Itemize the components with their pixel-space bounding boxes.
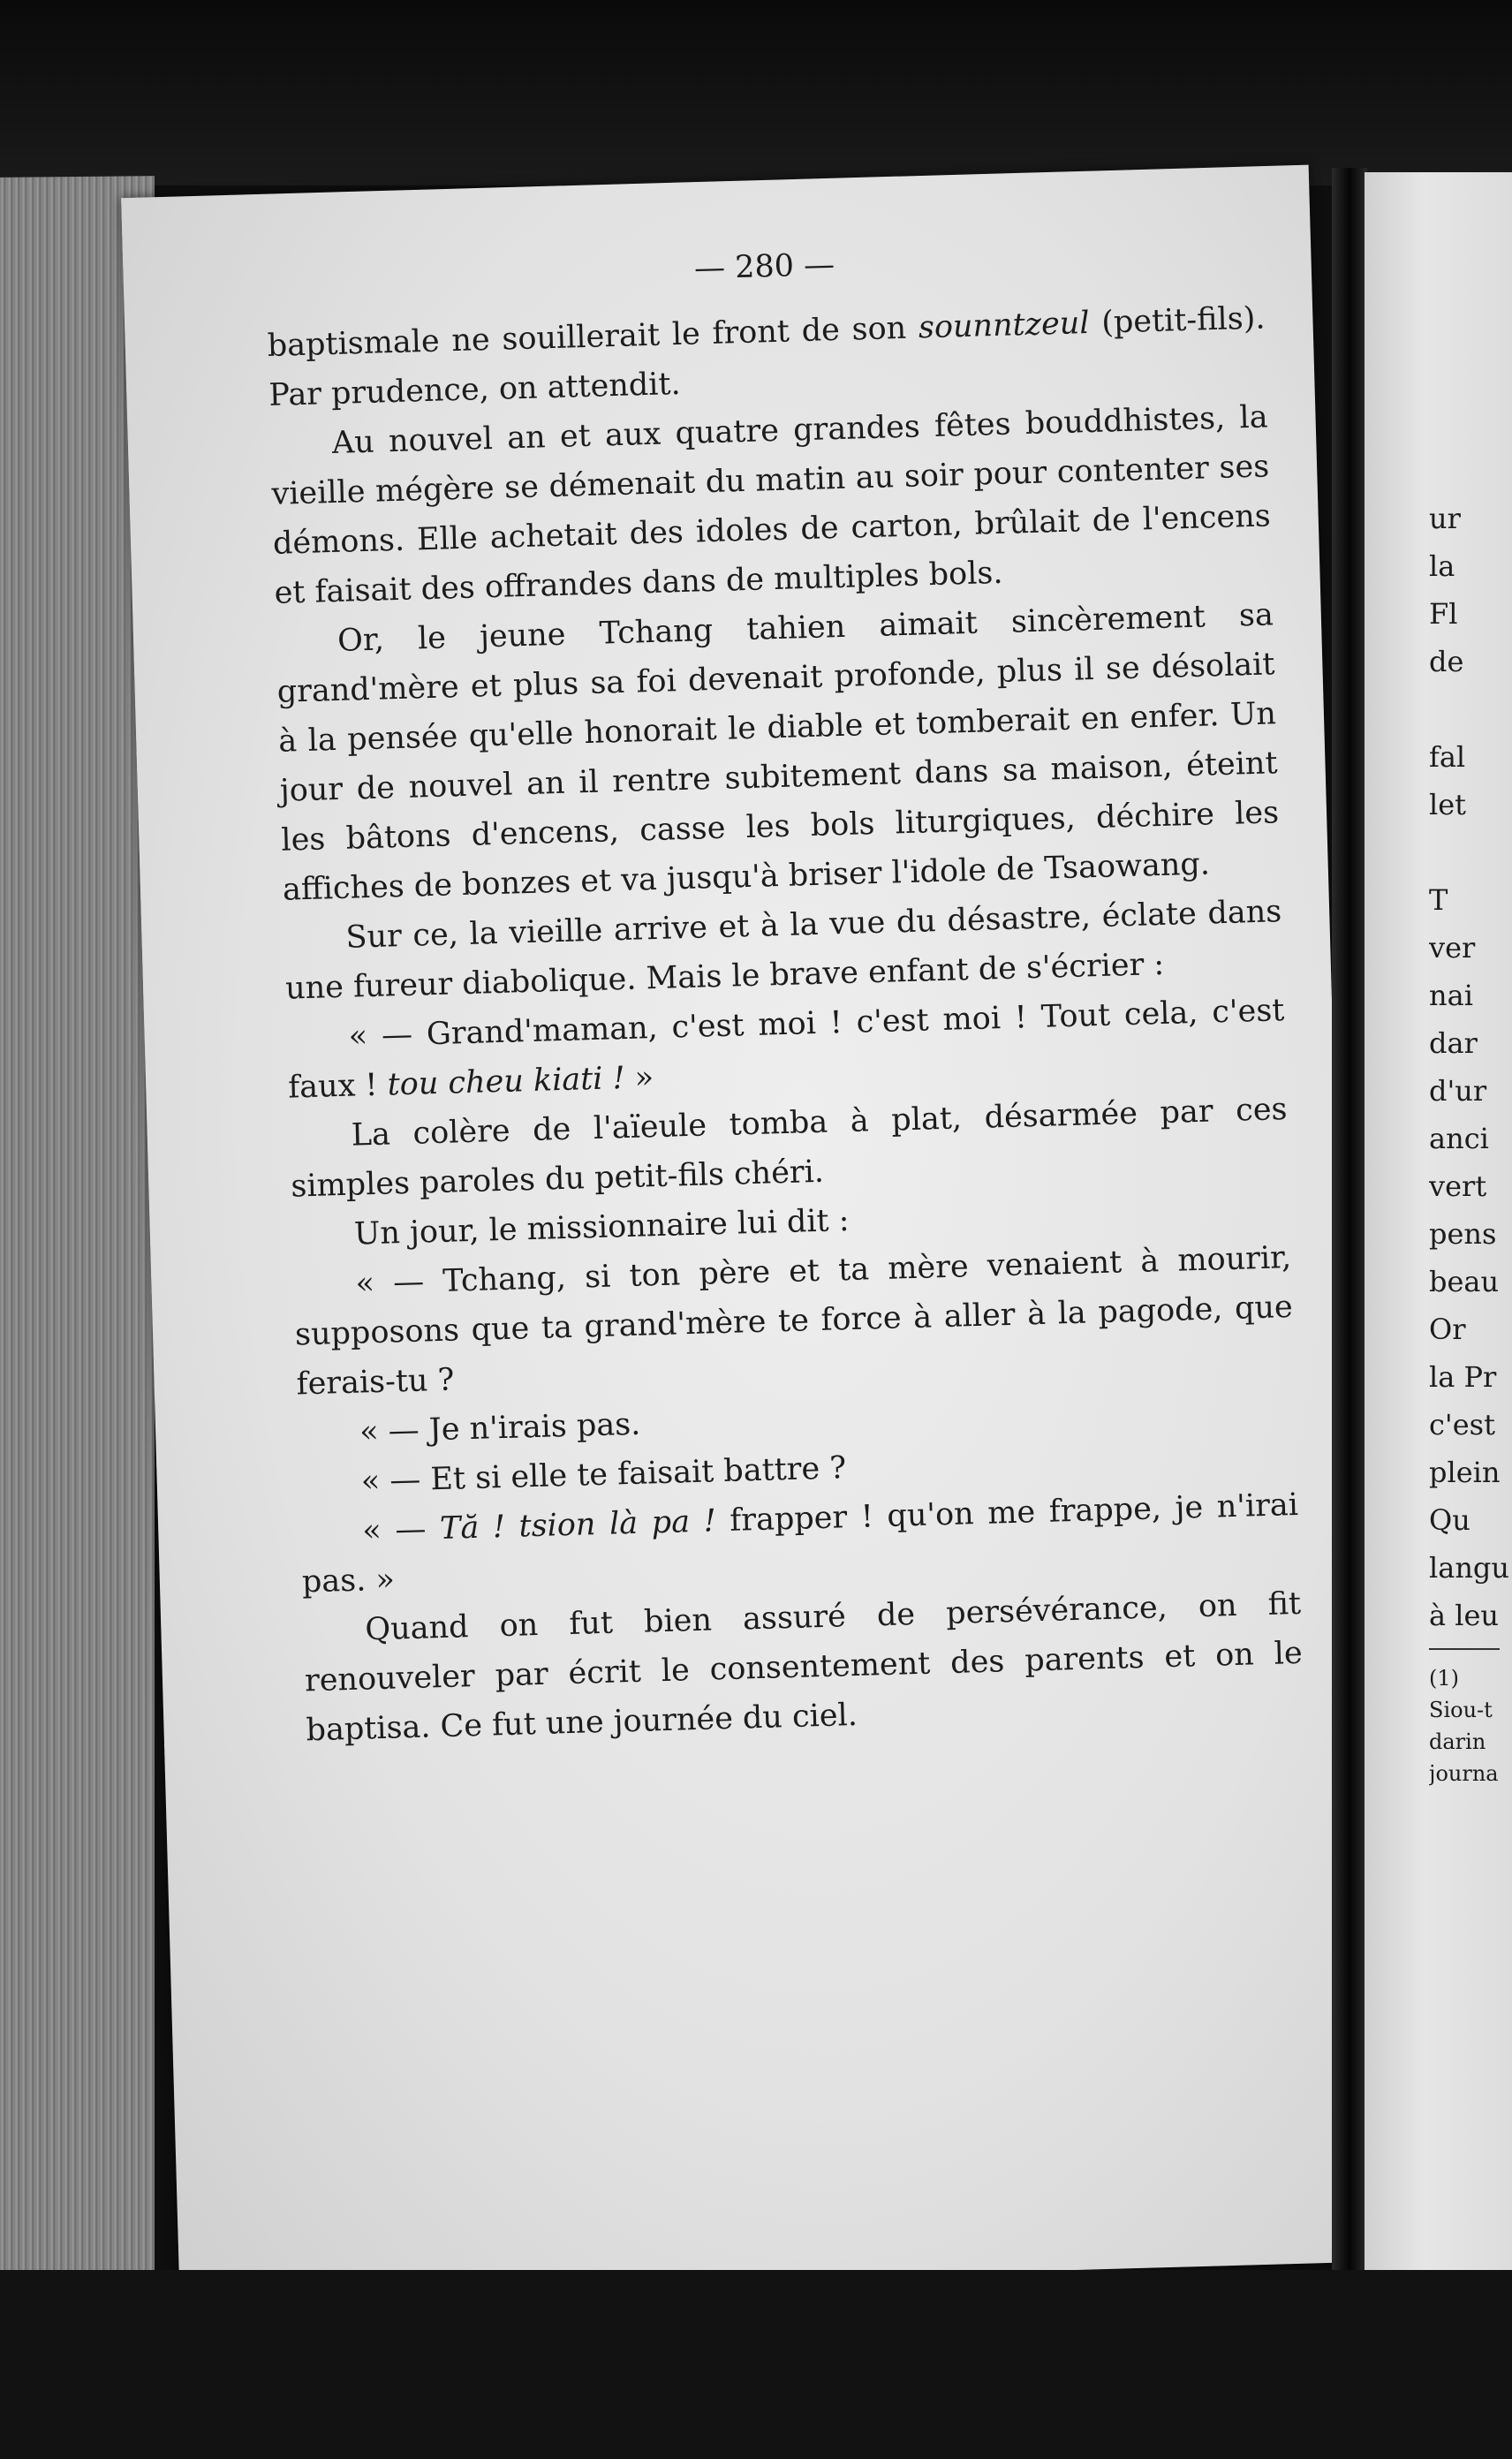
text-run: baptismale ne souillerait le front de son	[267, 310, 919, 364]
facing-line: ur	[1429, 502, 1461, 535]
text-run: Au nouvel an et aux quatre grandes fêtes bouddhistes, la vieille mégère se démenait du matin au soir pour contenter ses démons. Elle achetait des idoles de carton, brûlait de l'encens et faisait des offrandes dans de multiples bols.	[270, 399, 1272, 611]
text-run: frapper ! qu'on me frappe, je n'irai pas. »	[301, 1487, 1299, 1600]
scan-background-bottom	[0, 2270, 1512, 2459]
facing-line: journa	[1429, 1761, 1499, 1786]
italic-text: Tă ! tsion là pa !	[439, 1503, 717, 1547]
facing-line: d'ur	[1429, 1074, 1487, 1108]
facing-line: dar	[1429, 1026, 1478, 1060]
facing-line: T	[1429, 883, 1448, 917]
facing-gap	[1429, 828, 1512, 876]
facing-line: langu	[1429, 1551, 1510, 1585]
page-number: — 280 —	[693, 247, 835, 287]
facing-line: c'est	[1429, 1408, 1495, 1441]
facing-lines-mid	[1429, 733, 1512, 828]
footnote-rule	[1429, 1648, 1500, 1650]
text-run: « — Tchang, si ton père et ta mère venaient à mourir, supposons que ta grand'mère te force à aller à la pagode, que ferais-tu ?	[294, 1240, 1294, 1403]
facing-line: fal	[1429, 740, 1466, 774]
text-run: « — Et si elle te faisait battre ?	[360, 1450, 847, 1500]
facing-lines-main	[1429, 876, 1512, 1639]
text-run: »	[624, 1060, 654, 1096]
text-run: Quand on fut bien assuré de persévérance, on fit renouveler par écrit le consentement des parents et on le baptisa. Ce fut une journée du ciel.	[304, 1585, 1304, 1749]
facing-line: la	[1429, 549, 1455, 583]
facing-line: anci	[1429, 1122, 1489, 1155]
paragraph	[269, 392, 1273, 617]
italic-text: tou cheu kiati !	[387, 1060, 626, 1103]
paragraph-list	[267, 293, 1304, 1755]
facing-line: beau	[1429, 1265, 1500, 1298]
facing-line: Siou-t	[1429, 1698, 1493, 1722]
text-run: « — Je n'irais pas.	[359, 1406, 641, 1450]
facing-line: Qu	[1429, 1503, 1470, 1537]
paragraph	[303, 1579, 1304, 1755]
facing-gap	[1429, 685, 1512, 733]
facing-lines-top	[1429, 495, 1512, 685]
text-run: « —	[361, 1511, 441, 1549]
text-run: La colère de l'aïeule tomba à plat, désarmée par ces simples paroles du petit-fils chéri.	[290, 1092, 1288, 1205]
facing-line: nai	[1429, 979, 1473, 1012]
book-gutter	[1332, 168, 1367, 2279]
facing-line: Fl	[1429, 597, 1458, 631]
italic-text: sounntzeul	[918, 305, 1091, 346]
facing-line: (1)	[1429, 1666, 1459, 1691]
scan-background-top	[0, 0, 1512, 185]
facing-line: plein	[1429, 1456, 1501, 1489]
facing-line: darin	[1429, 1729, 1486, 1754]
facing-line: de	[1429, 645, 1464, 678]
text-run: « — Grand'maman, c'est moi ! c'est moi ! Tout cela, c'est faux !	[287, 993, 1285, 1106]
facing-page-text	[1429, 495, 1512, 1789]
text-run: Or, le jeune Tchang tahien aimait sincèrement sa grand'mère et plus sa foi devenait profonde, plus il se désolait à la pensée qu'elle honorait le diable et tomberait en enfer. Un jour de nouvel an il rentre subitement dans sa maison, éteint les bâtons d'encens, casse les bols liturgiques, déchire les affiches de bonzes et va jusqu'à briser l'idole de Tsaowang.	[276, 597, 1280, 908]
text-run: Un jour, le missionnaire lui dit :	[353, 1202, 850, 1252]
facing-line: pens	[1429, 1217, 1497, 1251]
facing-line: Or	[1429, 1313, 1466, 1346]
page-text-block	[265, 228, 1304, 1755]
text-run: Sur ce, la vieille arrive et à la vue du désastre, éclate dans une fureur diabolique. Mais le brave enfant de s'écrier :	[284, 894, 1282, 1007]
facing-line: ver	[1429, 931, 1476, 965]
facing-line: vert	[1429, 1169, 1487, 1203]
facing-line: la Pr	[1429, 1360, 1497, 1394]
paragraph	[293, 1233, 1295, 1409]
facing-line: let	[1429, 788, 1467, 821]
paragraph	[275, 590, 1281, 914]
facing-footnote	[1429, 1662, 1512, 1789]
facing-line: à leu	[1429, 1599, 1500, 1632]
text-run: (petit-fils). Par prudence, on attendit.	[268, 300, 1266, 413]
